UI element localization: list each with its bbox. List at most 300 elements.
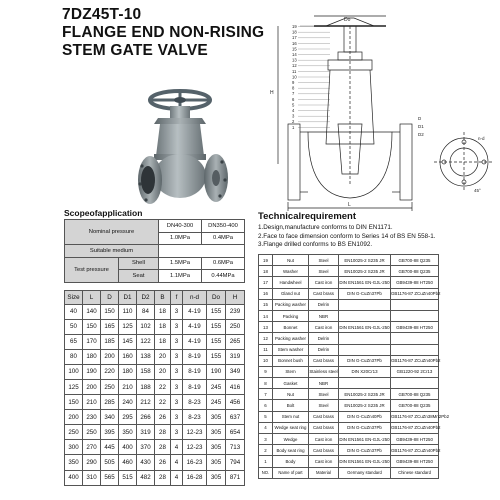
dims-cell: 150 — [65, 395, 83, 410]
dims-cell: 160 — [119, 349, 137, 364]
part-number-label: 3 — [292, 113, 295, 119]
parts-cell: Delrin — [309, 299, 339, 310]
dims-cell: 200 — [101, 349, 119, 364]
table-row — [65, 319, 245, 334]
parts-cell: Steel — [309, 400, 339, 411]
parts-cell: DIN EN1561 EN-GJL-250 — [339, 456, 391, 467]
part-number-label: 6 — [292, 96, 295, 102]
dims-cell: 210 — [119, 379, 137, 394]
dims-cell: 84 — [137, 304, 155, 319]
table-row — [259, 322, 439, 333]
parts-cell — [391, 333, 439, 344]
dims-cell: 210 — [83, 395, 101, 410]
dims-header-cell: B — [155, 291, 171, 305]
dims-cell: 505 — [101, 455, 119, 470]
parts-cell: 9 — [259, 366, 273, 377]
dims-cell: 300 — [65, 440, 83, 455]
parts-cell: GB700-88 Q235 — [391, 389, 439, 400]
table-row — [65, 379, 245, 394]
dims-cell: 654 — [226, 425, 245, 440]
dims-cell: 8-23 — [183, 410, 207, 425]
dims-cell: 4 — [171, 455, 183, 470]
part-number-label: 14 — [292, 52, 297, 57]
dims-cell: 20 — [155, 349, 171, 364]
dims-cell: 305 — [207, 440, 226, 455]
parts-cell: GB1176-87 ZCuZn40Pb2 — [391, 445, 439, 456]
dims-cell: 3 — [171, 349, 183, 364]
parts-cell: 10 — [259, 355, 273, 366]
dim-do: Do — [344, 17, 351, 23]
parts-cell — [339, 333, 391, 344]
dims-cell: 28 — [155, 470, 171, 485]
parts-cell: 2 — [259, 445, 273, 456]
tech-requirements — [258, 224, 435, 250]
table-row — [259, 467, 439, 478]
table-row — [65, 395, 245, 410]
dims-cell: 305 — [207, 410, 226, 425]
parts-cell: 19 — [259, 255, 273, 266]
parts-cell: Handwheel — [273, 277, 309, 288]
scope-heading: Scopeofapplication — [64, 208, 143, 218]
dims-cell: 188 — [137, 379, 155, 394]
dims-cell: 20 — [155, 364, 171, 379]
dims-cell: 3 — [171, 395, 183, 410]
dims-cell: 245 — [207, 395, 226, 410]
dims-cell: 8-23 — [183, 395, 207, 410]
parts-cell: Cast iron — [309, 456, 339, 467]
parts-cell: 6 — [259, 400, 273, 411]
parts-cell: Steel — [309, 389, 339, 400]
parts-cell: Delrin — [309, 333, 339, 344]
dims-cell: 16-28 — [183, 470, 207, 485]
tech-line: 3.Flange drilled conforms to BS EN1092. — [258, 241, 373, 249]
table-row — [259, 355, 439, 366]
dim-nd: n-d — [478, 136, 485, 141]
dims-header-cell: L — [83, 291, 101, 305]
dims-cell: 3 — [171, 379, 183, 394]
parts-cell: Cast iron — [309, 434, 339, 445]
parts-cell: Cast brass — [309, 411, 339, 422]
parts-cell: Packing — [273, 310, 309, 321]
parts-cell: Cast iron — [309, 277, 339, 288]
shell-b: 0.6MPa — [202, 257, 245, 270]
dim-l: L — [348, 202, 351, 208]
dims-cell: 266 — [137, 410, 155, 425]
parts-cell: Cast brass — [309, 445, 339, 456]
parts-cell: Cast brass — [309, 422, 339, 433]
parts-cell: Bonnet bush — [273, 355, 309, 366]
dims-cell: 305 — [207, 455, 226, 470]
dim-d: D — [418, 116, 422, 121]
parts-cell: GB700-88 Q235 — [391, 400, 439, 411]
dims-cell: 340 — [101, 410, 119, 425]
dims-cell: 456 — [226, 395, 245, 410]
parts-cell — [391, 310, 439, 321]
dims-cell: 250 — [101, 379, 119, 394]
np-a: 1.0MPa — [159, 232, 202, 245]
page-title — [62, 6, 264, 60]
parts-cell: Body seat ring — [273, 445, 309, 456]
parts-cell: Gland nut — [273, 288, 309, 299]
parts-cell: Steel — [309, 255, 339, 266]
dims-cell: 170 — [83, 334, 101, 349]
parts-cell: Stem nut — [273, 411, 309, 422]
dim-d2: D2 — [418, 132, 424, 137]
dims-cell: 16-23 — [183, 455, 207, 470]
dims-cell: 40 — [65, 304, 83, 319]
table-row — [259, 255, 439, 266]
parts-cell: Cast brass — [309, 355, 339, 366]
dims-cell: 65 — [65, 334, 83, 349]
dims-cell: 370 — [137, 440, 155, 455]
dims-cell: 22 — [155, 395, 171, 410]
title-line-1: FLANGE END NON-RISING — [62, 24, 265, 41]
parts-cell: GB1176-87 ZCuZn40Pb2 — [391, 355, 439, 366]
table-row — [65, 410, 245, 425]
dims-cell: 18 — [155, 334, 171, 349]
part-number-label: 9 — [292, 80, 295, 85]
dims-cell: 400 — [65, 470, 83, 485]
dims-cell: 180 — [83, 349, 101, 364]
dims-cell: 250 — [226, 319, 245, 334]
table-row — [259, 288, 439, 299]
parts-cell: EN10025-2 S235 JR — [339, 255, 391, 266]
dims-cell: 270 — [83, 440, 101, 455]
dims-cell: 4-19 — [183, 319, 207, 334]
dims-cell: 400 — [119, 440, 137, 455]
dims-cell: 482 — [137, 470, 155, 485]
seat-label: Seat — [119, 270, 159, 283]
table-row — [259, 299, 439, 310]
table-row — [259, 378, 439, 389]
dims-cell: 416 — [226, 379, 245, 394]
dims-cell: 155 — [207, 319, 226, 334]
dims-cell: 290 — [83, 455, 101, 470]
parts-cell — [391, 299, 439, 310]
dims-cell: 28 — [155, 440, 171, 455]
dn-a: DN40-300 — [159, 220, 202, 233]
dims-header-cell: D — [101, 291, 119, 305]
parts-cell — [339, 310, 391, 321]
dims-cell: 310 — [83, 470, 101, 485]
dims-header-cell: f — [171, 291, 183, 305]
parts-cell: GB1220-92 2Cr13 — [391, 366, 439, 377]
part-number-label: 19 — [292, 24, 297, 29]
parts-cell: Washer — [273, 266, 309, 277]
parts-cell: Bolt — [273, 400, 309, 411]
dims-cell: 8-19 — [183, 379, 207, 394]
parts-table — [258, 254, 450, 479]
dims-cell: 80 — [65, 349, 83, 364]
parts-cell: 1 — [259, 456, 273, 467]
shell-label: Shell — [119, 257, 159, 270]
dims-cell: 18 — [155, 304, 171, 319]
dims-header-cell: n-d — [183, 291, 207, 305]
part-number-label: 12 — [292, 63, 297, 69]
parts-cell: 17 — [259, 277, 273, 288]
parts-cell: Stainless steel — [309, 366, 339, 377]
tech-line: 1.Design,manufacture conforms to DIN EN1171. — [258, 224, 393, 231]
table-row — [259, 456, 439, 467]
dims-cell: 445 — [101, 440, 119, 455]
dims-cell: 190 — [207, 364, 226, 379]
dim-d1: D1 — [418, 124, 424, 129]
dims-cell: 239 — [226, 304, 245, 319]
dims-cell: 26 — [155, 455, 171, 470]
model-number: 7DZ45T-10 — [62, 6, 142, 23]
dims-cell: 125 — [65, 379, 83, 394]
part-number-label: 10 — [292, 74, 297, 80]
parts-cell: Nut — [273, 389, 309, 400]
dims-cell: 22 — [155, 379, 171, 394]
dims-cell: 3 — [171, 304, 183, 319]
part-number-label: 17 — [292, 35, 297, 41]
parts-cell: Stem washer — [273, 344, 309, 355]
parts-cell: NBR — [309, 310, 339, 321]
dims-cell: 26 — [155, 410, 171, 425]
parts-cell: 12 — [259, 333, 273, 344]
dims-header-cell: D1 — [119, 291, 137, 305]
dims-cell: 430 — [137, 455, 155, 470]
dims-cell: 295 — [119, 410, 137, 425]
parts-cell: NBR — [309, 378, 339, 389]
dims-cell: 794 — [226, 455, 245, 470]
parts-cell: DIN G-CuZn37Pb — [339, 288, 391, 299]
table-row — [65, 455, 245, 470]
dims-cell: 285 — [101, 395, 119, 410]
parts-cell: 8 — [259, 378, 273, 389]
dims-cell: 50 — [65, 319, 83, 334]
parts-cell: Stem — [273, 366, 309, 377]
table-row — [259, 310, 439, 321]
dims-cell: 158 — [137, 364, 155, 379]
table-row — [259, 333, 439, 344]
parts-cell — [339, 299, 391, 310]
parts-cell: GB9439-88 HT250 — [391, 277, 439, 288]
table-row — [65, 364, 245, 379]
part-number-label: 4 — [292, 108, 295, 113]
parts-cell: DIN EN1561 EN-GJL-250 — [339, 277, 391, 288]
part-number-label: 2 — [292, 119, 295, 125]
dims-cell: 3 — [171, 425, 183, 440]
dims-cell: 245 — [207, 379, 226, 394]
dims-cell: 395 — [101, 425, 119, 440]
parts-cell: 15 — [259, 299, 273, 310]
dims-cell: 200 — [65, 410, 83, 425]
dims-cell: 305 — [207, 470, 226, 485]
dim-angle: 45° — [474, 188, 481, 193]
dims-cell: 220 — [101, 364, 119, 379]
parts-cell: Delrin — [309, 344, 339, 355]
dims-header-cell: Size — [65, 291, 83, 305]
part-number-label: 1 — [292, 124, 295, 130]
dims-cell: 18 — [155, 319, 171, 334]
table-row — [65, 304, 245, 319]
dimensions-table — [64, 290, 245, 486]
dims-cell: 3 — [171, 364, 183, 379]
parts-cell: GB1176-87 ZCuZn38Mn2Pb2 — [391, 411, 439, 422]
nominal-pressure-label: Nominal pressure — [65, 220, 159, 245]
table-row — [259, 344, 439, 355]
parts-cell — [391, 378, 439, 389]
test-pressure-label: Test pressure — [65, 257, 119, 282]
parts-cell: DIN EN1561 EN-GJL-250 — [339, 434, 391, 445]
parts-cell: 5 — [259, 411, 273, 422]
parts-cell: GB9439-88 HT250 — [391, 456, 439, 467]
parts-cell: 16 — [259, 288, 273, 299]
dims-cell: 240 — [119, 395, 137, 410]
table-row — [259, 366, 439, 377]
parts-cell: Packing washer — [273, 299, 309, 310]
dims-cell: 8-19 — [183, 364, 207, 379]
dims-cell: 155 — [207, 349, 226, 364]
dims-header-cell: D2 — [137, 291, 155, 305]
parts-cell: DIN G-CuZn37Pb — [339, 422, 391, 433]
dims-cell: 250 — [83, 425, 101, 440]
dims-cell: 140 — [83, 304, 101, 319]
part-number-label: 18 — [292, 29, 297, 35]
dims-cell: 145 — [119, 334, 137, 349]
dims-cell: 150 — [83, 319, 101, 334]
parts-cell: Gasket — [273, 378, 309, 389]
table-row — [259, 445, 439, 456]
tech-heading: Technicalrequirement — [258, 211, 357, 222]
dims-cell: 305 — [207, 425, 226, 440]
parts-cell: Wedge seat ring — [273, 422, 309, 433]
table-row — [259, 434, 439, 445]
dims-cell: 190 — [83, 364, 101, 379]
dims-cell: 3 — [171, 319, 183, 334]
dims-cell: 515 — [119, 470, 137, 485]
dims-cell: 349 — [226, 364, 245, 379]
dims-cell: 350 — [119, 425, 137, 440]
table-row — [259, 389, 439, 400]
part-number-label: 7 — [292, 91, 295, 97]
parts-cell: Steel — [309, 266, 339, 277]
parts-cell: GB700-88 Q235 — [391, 266, 439, 277]
dims-cell: 150 — [101, 304, 119, 319]
table-row — [65, 334, 245, 349]
table-row — [259, 422, 439, 433]
parts-cell: 3 — [259, 434, 273, 445]
dims-cell: 185 — [101, 334, 119, 349]
dims-header-cell: H — [226, 291, 245, 305]
parts-cell: 4 — [259, 422, 273, 433]
dims-cell: 138 — [137, 349, 155, 364]
dims-cell: 212 — [137, 395, 155, 410]
dims-cell: 250 — [65, 425, 83, 440]
parts-cell: GB9439-88 HT250 — [391, 434, 439, 445]
table-row — [259, 277, 439, 288]
parts-cell: Name of part — [273, 467, 309, 478]
parts-cell: DIN G-CuZn37Pb — [339, 445, 391, 456]
dims-cell: 8-19 — [183, 349, 207, 364]
table-row — [65, 440, 245, 455]
table-row — [65, 470, 245, 485]
parts-cell: Cast brass — [309, 288, 339, 299]
part-number-label: 16 — [292, 40, 297, 46]
parts-cell: Chinese standard — [391, 467, 439, 478]
dims-cell: 713 — [226, 440, 245, 455]
dims-cell: 319 — [137, 425, 155, 440]
parts-cell — [339, 344, 391, 355]
table-row — [259, 266, 439, 277]
parts-cell: DIN X20Cr13 — [339, 366, 391, 377]
parts-cell: Cast iron — [309, 322, 339, 333]
parts-cell: Material — [309, 467, 339, 478]
parts-cell: EN10025-2 S235 JR — [339, 400, 391, 411]
dims-cell: 3 — [171, 410, 183, 425]
dims-cell: 4-19 — [183, 334, 207, 349]
tech-line: 2.Face to face dimension conform to Series 14 of BS EN 558-1. — [258, 232, 436, 240]
parts-cell: EN10025-2 S235 JR — [339, 266, 391, 277]
dims-cell: 100 — [65, 364, 83, 379]
dims-cell: 265 — [226, 334, 245, 349]
seat-b: 0.44MPa — [202, 270, 245, 283]
part-number-label: 11 — [292, 68, 297, 74]
dims-cell: 110 — [119, 304, 137, 319]
dims-cell: 230 — [83, 410, 101, 425]
dims-cell: 200 — [83, 379, 101, 394]
dims-cell: 4 — [171, 470, 183, 485]
dims-cell: 637 — [226, 410, 245, 425]
dims-cell: 102 — [137, 319, 155, 334]
dims-cell: 155 — [207, 334, 226, 349]
table-row — [65, 425, 245, 440]
parts-cell: DIN G-CuZn40Pb — [339, 411, 391, 422]
parts-cell: NO. — [259, 467, 273, 478]
seat-a: 1.1MPa — [159, 270, 202, 283]
parts-cell: Body — [273, 456, 309, 467]
part-number-label: 5 — [292, 102, 295, 108]
parts-cell: Nut — [273, 255, 309, 266]
parts-cell: 11 — [259, 344, 273, 355]
parts-cell — [339, 378, 391, 389]
table-row — [259, 411, 439, 422]
title-line-2: STEM GATE VALVE — [62, 42, 208, 59]
dims-cell: 871 — [226, 470, 245, 485]
dims-cell: 125 — [119, 319, 137, 334]
parts-cell: GB1176-87 ZCuZn40Pb2 — [391, 288, 439, 299]
dims-cell: 4 — [171, 440, 183, 455]
scope-table — [64, 219, 245, 283]
table-row — [259, 400, 439, 411]
parts-cell: 13 — [259, 322, 273, 333]
parts-cell: DIN EN1561 EN-GJL-250 — [339, 322, 391, 333]
parts-cell — [391, 344, 439, 355]
dims-cell: 28 — [155, 425, 171, 440]
parts-cell: GB1176-87 ZCuZn40Pb2 — [391, 422, 439, 433]
parts-cell: GB700-88 Q235 — [391, 255, 439, 266]
dims-cell: 319 — [226, 349, 245, 364]
dims-cell: 3 — [171, 334, 183, 349]
valve-photo — [132, 84, 242, 209]
parts-cell: Bonnet — [273, 322, 309, 333]
parts-cell: Wedge — [273, 434, 309, 445]
parts-cell: 14 — [259, 310, 273, 321]
parts-cell: Germany standard — [339, 467, 391, 478]
dim-h: H — [270, 90, 274, 96]
dims-cell: 4-19 — [183, 304, 207, 319]
dims-cell: 350 — [65, 455, 83, 470]
part-number-label: 8 — [292, 85, 295, 91]
dims-header-cell: Do — [207, 291, 226, 305]
part-number-label: 15 — [292, 46, 297, 52]
np-b: 0.4MPa — [202, 232, 245, 245]
dims-cell: 565 — [101, 470, 119, 485]
dims-cell: 165 — [101, 319, 119, 334]
suitable-medium-value — [159, 245, 245, 258]
